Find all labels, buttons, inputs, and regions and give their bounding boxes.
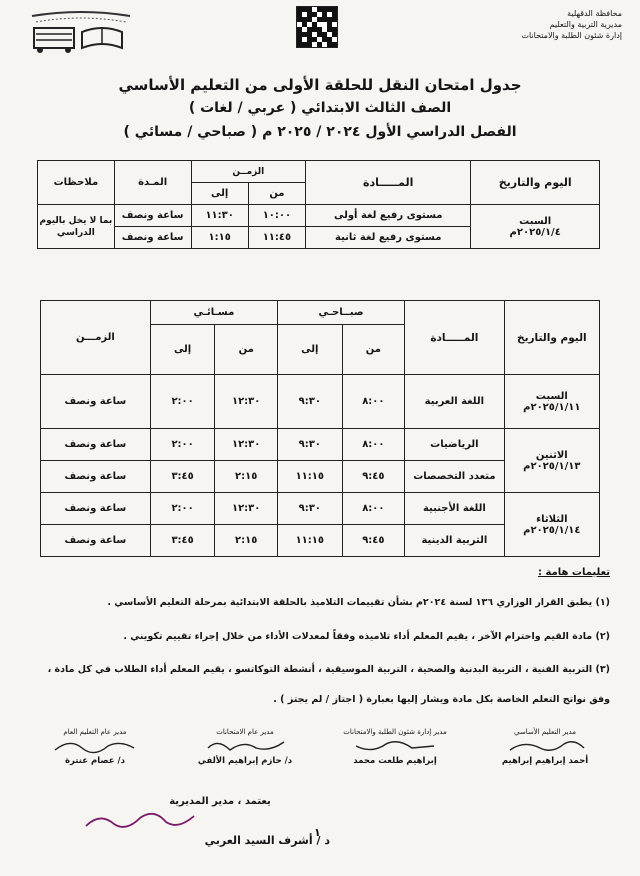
header-to: إلى [191, 183, 248, 205]
day-date-cell [471, 205, 600, 249]
header-duration: الزمـــن [41, 301, 151, 375]
notes-cell: بما لا يخل باليوم الدراسي [38, 205, 115, 249]
duration-cell: ساعة ونصف [114, 227, 191, 249]
time-from-cell: ١٠:٠٠ [248, 205, 305, 227]
note-item: (٢) مادة القيم واحترام الآخر ، يقيم المعلم أداء تلاميذه وفقاً لمعدلات الأداء من خلال إجراء تقييم تكويني . [123, 631, 610, 642]
date-label: ٢٠٢٥/١/١١م [523, 401, 581, 413]
evening-to-cell: ٢:٠٠ [150, 493, 215, 525]
header-morning: صبــاحـي [277, 301, 404, 325]
signature-name: إبراهيم طلعت محمد [353, 756, 437, 766]
duration-cell: ساعة ونصف [41, 375, 151, 429]
subject-cell: اللغة العربية [405, 375, 504, 429]
subject-cell: اللغة الأجنبية [405, 493, 504, 525]
note-item: (٣) التربية الفنية ، التربية البدنية والصحية ، التربية الموسيقية ، أنشطة التوكاتسو ، يقيم المعلم أداء الطلاب في كل مادة ، [47, 664, 610, 675]
signature-row [20, 728, 620, 788]
morning-from-cell: ٨:٠٠ [342, 429, 405, 461]
department-label: إدارة شئون الطلبة والامتحانات [521, 31, 622, 40]
approval-label: يعتمد ، مدير المديرية [169, 796, 271, 807]
time-to-cell: ١:١٥ [191, 227, 248, 249]
subject-cell: الرياضيات [405, 429, 504, 461]
time-to-cell: ١١:٣٠ [191, 205, 248, 227]
term-title: الفصل الدراسي الأول ٢٠٢٤ / ٢٠٢٥ م ( صباحي / مسائي ) [123, 124, 517, 140]
handwritten-signature [350, 736, 440, 756]
day-date-cell [504, 375, 599, 429]
header-evening-to: إلى [150, 325, 215, 375]
day-label: السبت [535, 390, 568, 402]
signature-role: مدير إدارة شئون الطلبة والامتحانات [343, 728, 447, 736]
note-item: (١) يطبق القرار الوزاري ١٣٦ لسنة ٢٠٢٤م بشأن تقييمات التلاميذ بالحلقة الابتدائية بمرحلة التعليم الأساسي . [107, 597, 610, 608]
grade-title: الصف الثالث الابتدائي ( عربي / لغات ) [188, 100, 452, 116]
duration-cell: ساعة ونصف [114, 205, 191, 227]
subject-cell: التربية الدينية [405, 525, 504, 557]
duration-cell: ساعة ونصف [41, 525, 151, 557]
signature-name: أحمد إبراهيم إبراهيم [501, 756, 589, 766]
evening-from-cell: ٢:١٥ [215, 525, 278, 557]
governorate-label: محافظة الدقهلية [567, 9, 622, 18]
morning-from-cell: ٩:٤٥ [342, 525, 405, 557]
morning-to-cell: ٩:٣٠ [277, 429, 342, 461]
signature-block [170, 728, 320, 766]
date-label: ٢٠٢٥/١/٤م [509, 226, 561, 238]
morning-from-cell: ٩:٤٥ [342, 461, 405, 493]
advanced-level-exam-table [37, 160, 600, 249]
header-notes: ملاحظات [38, 161, 115, 205]
header-subject: المـــــادة [306, 161, 471, 205]
header-morning-to: إلى [277, 325, 342, 375]
handwritten-signature [200, 736, 290, 756]
morning-from-cell: ٨:٠٠ [342, 493, 405, 525]
directorate-label: مديرية التربية والتعليم [549, 20, 622, 29]
signature-block [20, 728, 170, 766]
signature-name: د/ عصام عنترة [64, 756, 126, 766]
evening-to-cell: ٢:٠٠ [150, 375, 215, 429]
header-evening: مسـائـي [150, 301, 277, 325]
header-from: من [248, 183, 305, 205]
morning-to-cell: ١١:١٥ [277, 461, 342, 493]
day-label: الثلاثاء [536, 513, 568, 525]
duration-cell: ساعة ونصف [41, 461, 151, 493]
day-label: السبت [519, 215, 552, 227]
subject-cell: مستوى رفيع لغة ثانية [306, 227, 471, 249]
day-date-cell [504, 429, 599, 493]
signature-block [470, 728, 620, 766]
evening-from-cell: ١٢:٣٠ [215, 375, 278, 429]
signature-role: مدير التعليم الأساسي [514, 728, 576, 736]
subject-cell: مستوى رفيع لغة أولى [306, 205, 471, 227]
header-morning-from: من [342, 325, 405, 375]
header-evening-from: من [215, 325, 278, 375]
day-date-cell [504, 493, 599, 557]
morning-from-cell: ٨:٠٠ [342, 375, 405, 429]
signature-role: مدير عام التعليم العام [63, 728, 127, 736]
duration-cell: ساعة ونصف [41, 429, 151, 461]
date-label: ٢٠٢٥/١/١٣م [523, 460, 581, 472]
qr-code [296, 6, 338, 48]
subject-cell: متعدد التخصصات [405, 461, 504, 493]
header-day-date: اليوم والتاريخ [471, 161, 600, 205]
directorate-logo [26, 10, 136, 56]
morning-to-cell: ٩:٣٠ [277, 493, 342, 525]
handwritten-signature [500, 736, 590, 756]
header-authority [472, 8, 622, 41]
evening-from-cell: ١٢:٣٠ [215, 493, 278, 525]
evening-to-cell: ٣:٤٥ [150, 525, 215, 557]
evening-to-cell: ٢:٠٠ [150, 429, 215, 461]
header-day-date: اليوم والتاريخ [504, 301, 599, 375]
day-label: الاثنين [535, 449, 568, 461]
signature-role: مدير عام الامتحانات [216, 728, 274, 736]
duration-cell: ساعة ونصف [41, 493, 151, 525]
morning-to-cell: ٩:٣٠ [277, 375, 342, 429]
main-exam-table [40, 300, 600, 557]
handwritten-signature [50, 736, 140, 756]
page-number: ١ [314, 826, 321, 839]
notes-heading: تعليمات هامة : [538, 567, 610, 578]
header-subject: المـــــادة [405, 301, 504, 375]
note-item: وفق نواتج التعلم الخاصة بكل مادة ويشار إليها بعبارة ( اجتاز / لم يجتز ) . [273, 694, 610, 705]
director-name: أشرف السيد العربي [204, 834, 313, 847]
evening-from-cell: ٢:١٥ [215, 461, 278, 493]
document-title: جدول امتحان النقل للحلقة الأولى من التعليم الأساسي [118, 76, 522, 94]
evening-to-cell: ٣:٤٥ [150, 461, 215, 493]
signature-block [320, 728, 470, 766]
time-from-cell: ١١:٤٥ [248, 227, 305, 249]
date-label: ٢٠٢٥/١/١٤م [523, 524, 581, 536]
director-prefix: د / [316, 834, 330, 847]
signature-name: د/ حازم إبراهيم الألفي [197, 756, 293, 766]
header-time: الزمــن [191, 161, 306, 183]
director-signature [80, 808, 200, 834]
director-name-line [90, 834, 330, 847]
header-duration: المـدة [114, 161, 191, 205]
evening-from-cell: ١٢:٣٠ [215, 429, 278, 461]
morning-to-cell: ١١:١٥ [277, 525, 342, 557]
